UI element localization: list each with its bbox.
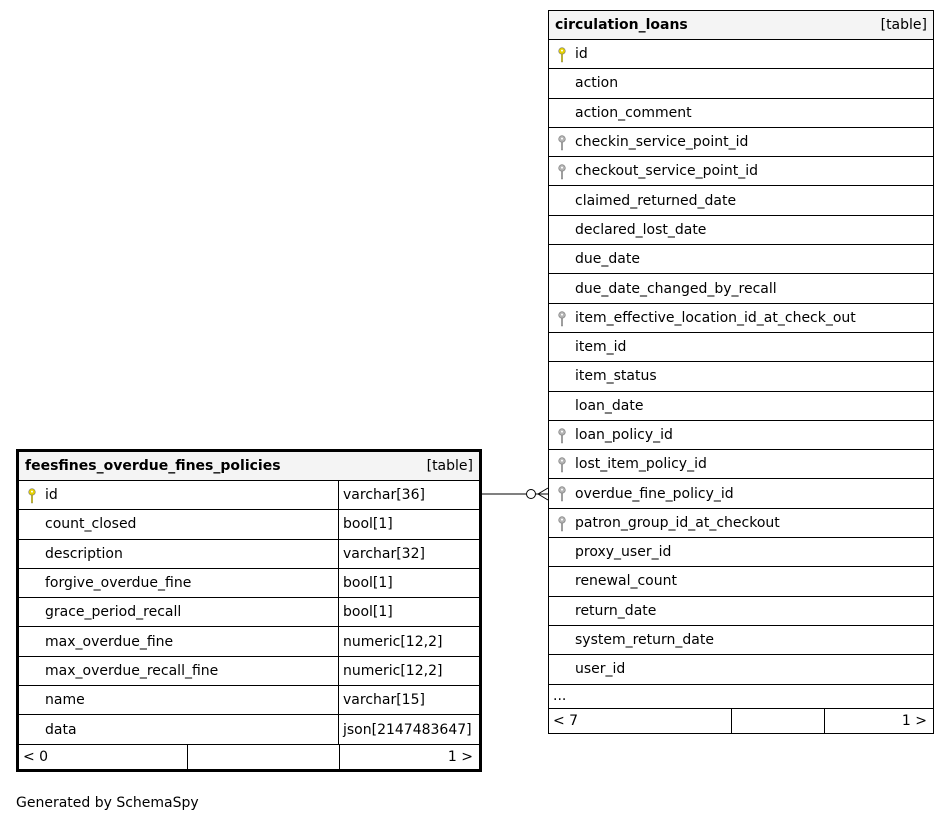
column-type: varchar[32]	[338, 540, 479, 568]
column-name: renewal_count	[575, 573, 677, 590]
children-count[interactable]: 1 >	[901, 712, 927, 729]
column-name: claimed_returned_date	[575, 192, 737, 209]
column-name: id	[575, 46, 588, 63]
column-name: name	[45, 692, 85, 709]
column-name: item_id	[575, 339, 627, 356]
parents-count[interactable]: < 7	[549, 709, 732, 733]
table-kind: [table]	[426, 458, 473, 474]
column-name: checkout_service_point_id	[575, 163, 759, 180]
column-name: count_closed	[45, 516, 137, 533]
column-name: system_return_date	[575, 632, 714, 649]
column-name: grace_period_recall	[45, 604, 182, 621]
column-type: varchar[15]	[338, 686, 479, 714]
column-name: patron_group_id_at_checkout	[575, 514, 780, 531]
column-name: loan_date	[575, 397, 644, 414]
children-count[interactable]: 1 >	[447, 748, 473, 765]
column-name: data	[45, 721, 77, 738]
column-name: lost_item_policy_id	[575, 456, 707, 473]
column-name: id	[45, 487, 58, 504]
crowfoot-lower	[538, 494, 548, 500]
column-name: forgive_overdue_fine	[45, 575, 192, 592]
column-name: user_id	[575, 661, 626, 678]
table-name: circulation_loans	[555, 17, 688, 33]
parents-count[interactable]: < 0	[19, 745, 188, 769]
column-type: varchar[36]	[338, 481, 479, 509]
column-type: bool[1]	[338, 598, 479, 626]
column-type: numeric[12,2]	[338, 627, 479, 655]
column-name: action	[575, 75, 619, 92]
column-type: bool[1]	[338, 510, 479, 538]
column-name: max_overdue_recall_fine	[45, 662, 219, 679]
column-name: proxy_user_id	[575, 544, 672, 561]
column-name: loan_policy_id	[575, 427, 673, 443]
column-name: checkin_service_point_id	[575, 134, 749, 151]
zero-optional-marker	[527, 490, 536, 499]
generated-by-caption: Generated by SchemaSpy	[16, 795, 199, 811]
column-name: item_effective_location_id_at_check_out	[575, 309, 856, 326]
column-type: numeric[12,2]	[338, 657, 479, 685]
column-name: item_status	[575, 368, 657, 385]
column-name: max_overdue_fine	[45, 633, 174, 650]
column-name: description	[45, 545, 123, 562]
column-type: bool[1]	[338, 569, 479, 597]
crowfoot-upper	[538, 488, 548, 494]
column-name: declared_lost_date	[575, 221, 707, 238]
column-name: due_date_changed_by_recall	[575, 280, 777, 297]
table-name: feesfines_overdue_fines_policies	[25, 458, 281, 474]
column-name: return_date	[575, 602, 657, 619]
column-type: json[2147483647]	[338, 715, 479, 743]
column-name: overdue_fine_policy_id	[575, 485, 734, 502]
table-kind: [table]	[880, 17, 927, 33]
more-columns-ellipsis: ...	[549, 685, 933, 709]
column-name: action_comment	[575, 104, 692, 121]
column-name: due_date	[575, 251, 640, 268]
